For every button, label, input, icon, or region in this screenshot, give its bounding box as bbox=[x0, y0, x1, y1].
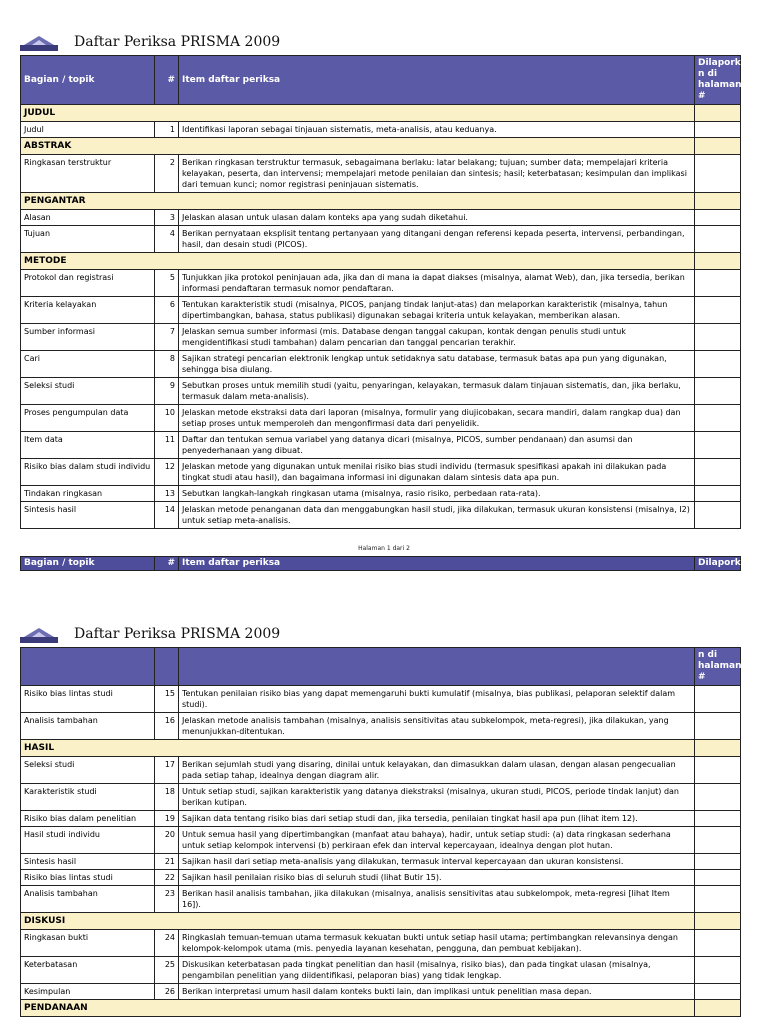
reported-page-cell[interactable] bbox=[695, 757, 741, 784]
reported-page-cell bbox=[695, 193, 741, 210]
row-number: 3 bbox=[155, 210, 179, 226]
checklist-row bbox=[21, 827, 741, 854]
row-number: 20 bbox=[155, 827, 179, 854]
reported-page-cell bbox=[695, 1000, 741, 1017]
row-item-text: Sebutkan proses untuk memilih studi (yaitu, penyaringan, kelayakan, termasuk dalam tinjauan sistematis, dan, jika berlaku, termasuk dalam meta-analisis). bbox=[179, 378, 695, 405]
section-row bbox=[21, 913, 741, 930]
row-item-text: Jelaskan alasan untuk ulasan dalam konteks apa yang sudah diketahui. bbox=[179, 210, 695, 226]
checklist-row bbox=[21, 324, 741, 351]
row-number: 17 bbox=[155, 757, 179, 784]
row-topic: Risiko bias lintas studi bbox=[21, 870, 155, 886]
row-number: 4 bbox=[155, 226, 179, 253]
reported-page-cell[interactable] bbox=[695, 784, 741, 811]
row-number: 19 bbox=[155, 811, 179, 827]
reported-page-cell[interactable] bbox=[695, 502, 741, 529]
section-row bbox=[21, 740, 741, 757]
row-item-text: Sajikan data tentang risiko bias dari setiap studi dan, jika tersedia, penilaian tingkat hasil apa pun (lihat item 12). bbox=[179, 811, 695, 827]
reported-page-cell bbox=[695, 740, 741, 757]
checklist-table-continued bbox=[20, 647, 741, 1017]
row-topic: Kriteria kelayakan bbox=[21, 297, 155, 324]
section-row bbox=[21, 105, 741, 122]
checklist-row bbox=[21, 886, 741, 913]
row-topic: Keterbatasan bbox=[21, 957, 155, 984]
row-number: 21 bbox=[155, 854, 179, 870]
checklist-row bbox=[21, 854, 741, 870]
row-number: 26 bbox=[155, 984, 179, 1000]
row-item-text: Jelaskan metode penanganan data dan menggabungkan hasil studi, jika dilakukan, termasuk ukuran konsistensi (misalnya, I2) untuk setiap meta-analisis. bbox=[179, 502, 695, 529]
row-topic: Item data bbox=[21, 432, 155, 459]
table-header-row bbox=[21, 56, 741, 105]
reported-page-cell[interactable] bbox=[695, 324, 741, 351]
reported-page-cell bbox=[695, 253, 741, 270]
row-number: 9 bbox=[155, 378, 179, 405]
row-item-text: Sajikan hasil penilaian risiko bias di seluruh studi (lihat Butir 15). bbox=[179, 870, 695, 886]
row-topic: Protokol dan registrasi bbox=[21, 270, 155, 297]
prisma-logo-icon bbox=[20, 35, 58, 51]
reported-page-cell[interactable] bbox=[695, 226, 741, 253]
checklist-row bbox=[21, 930, 741, 957]
row-topic: Alasan bbox=[21, 210, 155, 226]
row-topic: Risiko bias lintas studi bbox=[21, 686, 155, 713]
reported-page-cell[interactable] bbox=[695, 930, 741, 957]
checklist-row bbox=[21, 378, 741, 405]
row-topic: Proses pengumpulan data bbox=[21, 405, 155, 432]
row-number: 15 bbox=[155, 686, 179, 713]
checklist-row bbox=[21, 502, 741, 529]
row-topic: Seleksi studi bbox=[21, 378, 155, 405]
row-number: 22 bbox=[155, 870, 179, 886]
row-topic: Risiko bias dalam penelitian bbox=[21, 811, 155, 827]
row-item-text: Jelaskan metode ekstraksi data dari laporan (misalnya, formulir yang diujicobakan, secara mandiri, dalam rangkap dua) dan setiap proses untuk memperoleh dan mengonfirmasi data dari penyelidik. bbox=[179, 405, 695, 432]
reported-page-cell[interactable] bbox=[695, 459, 741, 486]
checklist-row bbox=[21, 210, 741, 226]
section-row bbox=[21, 138, 741, 155]
row-topic: Ringkasan terstruktur bbox=[21, 155, 155, 193]
checklist-row bbox=[21, 226, 741, 253]
checklist-row bbox=[21, 984, 741, 1000]
row-item-text: Tentukan penilaian risiko bias yang dapat memengaruhi bukti kumulatif (misalnya, bias publikasi, pelaporan selektif dalam studi). bbox=[179, 686, 695, 713]
reported-page-cell[interactable] bbox=[695, 886, 741, 913]
row-item-text: Untuk setiap studi, sajikan karakteristik yang datanya diekstraksi (misalnya, ukuran studi, PICOS, periode tindak lanjut) dan berikan kutipan. bbox=[179, 784, 695, 811]
row-item-text: Jelaskan metode analisis tambahan (misalnya, analisis sensitivitas atau subkelompok, meta-regresi), jika dilakukan, yang menunjukkan-ditentukan. bbox=[179, 713, 695, 740]
repeat-header-item: Item daftar periksa bbox=[179, 557, 695, 571]
reported-page-cell[interactable] bbox=[695, 432, 741, 459]
checklist-row bbox=[21, 486, 741, 502]
row-number: 13 bbox=[155, 486, 179, 502]
reported-page-cell[interactable] bbox=[695, 155, 741, 193]
reported-page-cell bbox=[695, 138, 741, 155]
document-title: Daftar Periksa PRISMA 2009 bbox=[74, 34, 281, 50]
page-header bbox=[20, 625, 740, 647]
document-title: Daftar Periksa PRISMA 2009 bbox=[74, 626, 281, 642]
checklist-row bbox=[21, 784, 741, 811]
section-row bbox=[21, 1000, 741, 1017]
row-number: 10 bbox=[155, 405, 179, 432]
checklist-table bbox=[20, 55, 747, 529]
row-number: 7 bbox=[155, 324, 179, 351]
page-header bbox=[20, 33, 740, 55]
row-topic: Tindakan ringkasan bbox=[21, 486, 155, 502]
checklist-page-2 bbox=[0, 580, 768, 1024]
reported-page-cell[interactable] bbox=[695, 984, 741, 1000]
checklist-row bbox=[21, 122, 741, 138]
row-item-text: Sebutkan langkah-langkah ringkasan utama (misalnya, rasio risiko, perbedaan rata-rata). bbox=[179, 486, 695, 502]
row-topic: Risiko bias dalam studi individu bbox=[21, 459, 155, 486]
row-topic: Kesimpulan bbox=[21, 984, 155, 1000]
row-number: 2 bbox=[155, 155, 179, 193]
row-number: 8 bbox=[155, 351, 179, 378]
row-topic: Karakteristik studi bbox=[21, 784, 155, 811]
repeat-header-number: # bbox=[155, 557, 179, 571]
row-item-text: Diskusikan keterbatasan pada tingkat penelitian dan hasil (misalnya, risiko bias), dan pada tingkat ulasan (misalnya, pengambilan penelitian yang diidentifikasi, pelaporan bias) yang tidak lengkap. bbox=[179, 957, 695, 984]
checklist-row bbox=[21, 155, 741, 193]
row-item-text: Sajikan hasil dari setiap meta-analisis yang dilakukan, termasuk interval kepercayaan dan ukuran konsistensi. bbox=[179, 854, 695, 870]
reported-page-cell[interactable] bbox=[695, 713, 741, 740]
section-label: PENGANTAR bbox=[21, 193, 695, 210]
repeat-header-section: Bagian / topik bbox=[21, 557, 155, 571]
row-number: 16 bbox=[155, 713, 179, 740]
reported-page-cell[interactable] bbox=[695, 854, 741, 870]
row-number: 18 bbox=[155, 784, 179, 811]
reported-page-cell[interactable] bbox=[695, 870, 741, 886]
row-topic: Sumber informasi bbox=[21, 324, 155, 351]
reported-page-cell[interactable] bbox=[695, 378, 741, 405]
row-topic: Sintesis hasil bbox=[21, 502, 155, 529]
header-section: Bagian / topik bbox=[21, 56, 155, 105]
header-reported-page-cont: n di halaman # bbox=[695, 648, 741, 686]
checklist-row bbox=[21, 686, 741, 713]
page-footer: Halaman 1 dari 2 bbox=[358, 545, 410, 552]
row-topic: Sintesis hasil bbox=[21, 854, 155, 870]
repeated-header-strip bbox=[20, 556, 747, 571]
row-topic: Seleksi studi bbox=[21, 757, 155, 784]
row-number: 14 bbox=[155, 502, 179, 529]
row-item-text: Daftar dan tentukan semua variabel yang datanya dicari (misalnya, PICOS, sumber pendanaan) dan asumsi dan penyederhanaan yang dibuat. bbox=[179, 432, 695, 459]
reported-page-cell[interactable] bbox=[695, 686, 741, 713]
row-number: 12 bbox=[155, 459, 179, 486]
row-item-text: Tunjukkan jika protokol peninjauan ada, jika dan di mana ia dapat diakses (misalnya, alamat Web), dan, jika tersedia, berikan informasi pendaftaran termasuk nomor pendaftaran. bbox=[179, 270, 695, 297]
checklist-row bbox=[21, 351, 741, 378]
section-label: METODE bbox=[21, 253, 695, 270]
reported-page-cell[interactable] bbox=[695, 122, 741, 138]
row-item-text: Tentukan karakteristik studi (misalnya, PICOS, panjang tindak lanjut-atas) dan melaporkan karakteristik (misalnya, tahun dipertimbangkan, bahasa, status publikasi) digunakan sebagai kriteria untuk kelayakan, memberikan alasan. bbox=[179, 297, 695, 324]
row-item-text: Berikan pernyataan eksplisit tentang pertanyaan yang ditangani dengan referensi kepada peserta, intervensi, perbandingan, hasil, dan desain studi (PICOS). bbox=[179, 226, 695, 253]
checklist-row bbox=[21, 870, 741, 886]
row-number: 23 bbox=[155, 886, 179, 913]
reported-page-cell[interactable] bbox=[695, 210, 741, 226]
reported-page-cell[interactable] bbox=[695, 405, 741, 432]
row-item-text: Sajikan strategi pencarian elektronik lengkap untuk setidaknya satu database, termasuk batas apa pun yang digunakan, sehingga bisa diulang. bbox=[179, 351, 695, 378]
reported-page-cell bbox=[695, 913, 741, 930]
row-item-text: Berikan ringkasan terstruktur termasuk, sebagaimana berlaku: latar belakang; tujuan; sumber data; mempelajari kriteria kelayakan, peserta, dan intervensi; mempelajari metode penilaian dan sintesis; hasil; keterbatasan; kesimpulan dan implikasi dari temuan kunci; nomor registrasi peninjauan sistematis. bbox=[179, 155, 695, 193]
row-number: 24 bbox=[155, 930, 179, 957]
section-label: DISKUSI bbox=[21, 913, 695, 930]
reported-page-cell[interactable] bbox=[695, 486, 741, 502]
reported-page-cell[interactable] bbox=[695, 811, 741, 827]
header-reported-page: Dilaporka n di halaman # bbox=[695, 56, 741, 105]
checklist-row bbox=[21, 713, 741, 740]
checklist-row bbox=[21, 270, 741, 297]
repeat-header-reported: Dilaporka bbox=[695, 557, 741, 571]
row-topic: Hasil studi individu bbox=[21, 827, 155, 854]
checklist-row bbox=[21, 432, 741, 459]
row-topic: Tujuan bbox=[21, 226, 155, 253]
checklist-row bbox=[21, 811, 741, 827]
row-item-text: Berikan hasil analisis tambahan, jika dilakukan (misalnya, analisis sensitivitas atau subkelompok, meta-regresi [lihat Item 16]). bbox=[179, 886, 695, 913]
row-item-text: Ringkaslah temuan-temuan utama termasuk kekuatan bukti untuk setiap hasil utama; pertimbangkan relevansinya dengan kelompok-kelompok utama (mis. penyedia layanan kesehatan, pengguna, dan pembuat kebijakan). bbox=[179, 930, 695, 957]
checklist-row bbox=[21, 757, 741, 784]
row-item-text: Untuk semua hasil yang dipertimbangkan (manfaat atau bahaya), hadir, untuk setiap studi: (a) data ringkasan sederhana untuk setiap kelompok intervensi (b) perkiraan efek dan interval kepercayaan, idealnya dengan plot hutan. bbox=[179, 827, 695, 854]
section-row bbox=[21, 253, 741, 270]
row-topic: Cari bbox=[21, 351, 155, 378]
section-label: ABSTRAK bbox=[21, 138, 695, 155]
header-item: Item daftar periksa bbox=[179, 56, 695, 105]
row-topic: Analisis tambahan bbox=[21, 886, 155, 913]
checklist-row bbox=[21, 957, 741, 984]
section-label: PENDANAAN bbox=[21, 1000, 695, 1017]
row-number: 25 bbox=[155, 957, 179, 984]
reported-page-cell[interactable] bbox=[695, 957, 741, 984]
section-label: JUDUL bbox=[21, 105, 695, 122]
row-item-text: Jelaskan metode yang digunakan untuk menilai risiko bias studi individu (termasuk spesifikasi apakah ini dilakukan pada tingkat studi atau hasil), dan bagaimana informasi ini digunakan dalam sintesis data apa pun. bbox=[179, 459, 695, 486]
repeated-header-row bbox=[21, 557, 741, 571]
checklist-row bbox=[21, 405, 741, 432]
header-number: # bbox=[155, 56, 179, 105]
checklist-row bbox=[21, 459, 741, 486]
row-number: 6 bbox=[155, 297, 179, 324]
reported-page-cell[interactable] bbox=[695, 827, 741, 854]
reported-page-cell bbox=[695, 105, 741, 122]
section-row bbox=[21, 193, 741, 210]
row-number: 1 bbox=[155, 122, 179, 138]
row-number: 11 bbox=[155, 432, 179, 459]
row-item-text: Berikan sejumlah studi yang disaring, dinilai untuk kelayakan, dan dimasukkan dalam ulasan, dengan alasan pengecualian pada setiap tahap, idealnya dengan diagram alir. bbox=[179, 757, 695, 784]
row-topic: Ringkasan bukti bbox=[21, 930, 155, 957]
reported-page-cell[interactable] bbox=[695, 270, 741, 297]
row-item-text: Identifikasi laporan sebagai tinjauan sistematis, meta-analisis, atau keduanya. bbox=[179, 122, 695, 138]
row-item-text: Berikan interpretasi umum hasil dalam konteks bukti lain, dan implikasi untuk penelitian masa depan. bbox=[179, 984, 695, 1000]
row-topic: Judul bbox=[21, 122, 155, 138]
reported-page-cell[interactable] bbox=[695, 297, 741, 324]
row-number: 5 bbox=[155, 270, 179, 297]
table-header-row bbox=[21, 648, 741, 686]
row-item-text: Jelaskan semua sumber informasi (mis. Database dengan tanggal cakupan, kontak dengan penulis studi untuk mengidentifikasi studi tambahan) dalam pencarian dan tanggal pencarian terakhir. bbox=[179, 324, 695, 351]
prisma-logo-icon bbox=[20, 627, 58, 643]
row-topic: Analisis tambahan bbox=[21, 713, 155, 740]
section-label: HASIL bbox=[21, 740, 695, 757]
checklist-row bbox=[21, 297, 741, 324]
reported-page-cell[interactable] bbox=[695, 351, 741, 378]
